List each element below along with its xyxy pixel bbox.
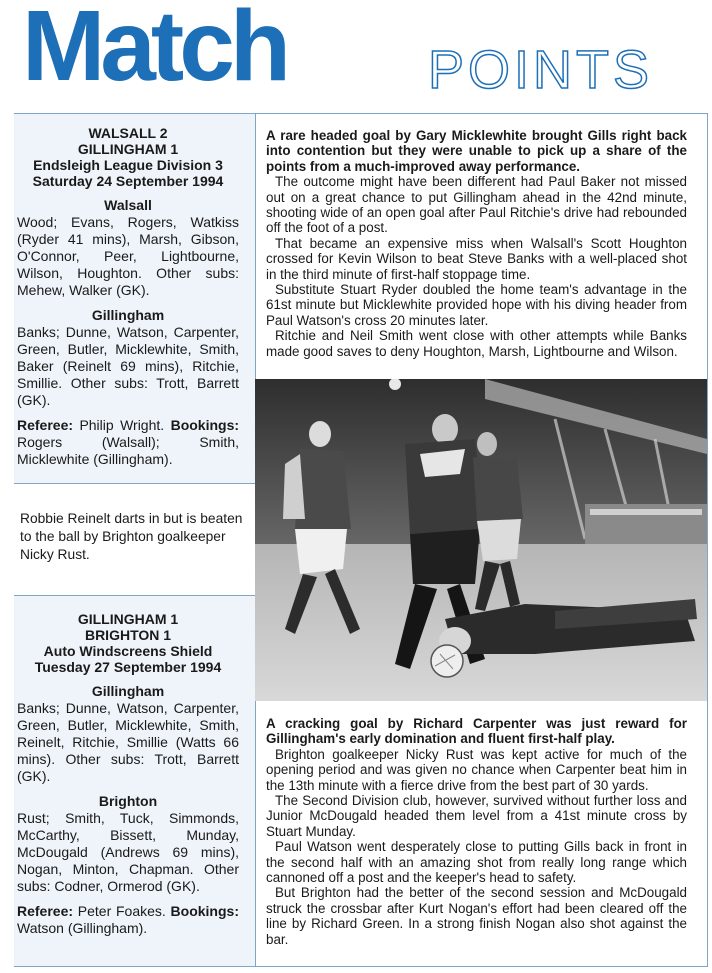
match2-line3: Auto Windscreens Shield bbox=[43, 643, 213, 659]
report-paragraph: A cracking goal by Richard Carpenter was just reward for Gillingham's early domination and fluent first-half play. bbox=[266, 716, 687, 747]
report-paragraph: But Brighton had the better of the second session and McDougald struck the crossbar after Kurt Nogan's effort had been cleared off the line by Richard Green. In a strong finish Nogan also shot against the bar. bbox=[266, 885, 687, 947]
match2-team1-lineup: Banks; Dunne, Watson, Carpenter, Green, Butler, Micklewhite, Smith, Reinelt, Ritchie, Smillie (Watts 66 mins). Other subs: Trott, Barrett (GK). bbox=[17, 700, 239, 784]
match1-line3: Endsleigh League Division 3 bbox=[33, 157, 223, 173]
match2-details bbox=[17, 611, 239, 937]
match2-team2-name: Brighton bbox=[98, 793, 158, 809]
match-photo bbox=[255, 379, 707, 701]
referee-label: Referee: bbox=[17, 903, 74, 919]
match1-report bbox=[266, 128, 687, 359]
match1-team2-lineup: Banks; Dunne, Watson, Carpenter, Green, Butler, Micklewhite, Smith, Baker (Reinelt 69 mins), Ritchie, Smillie. Other subs: Trott, Barrett (GK). bbox=[17, 324, 239, 408]
referee-name: Philip Wright. bbox=[79, 417, 165, 433]
match2-line4: Tuesday 27 September 1994 bbox=[34, 659, 222, 675]
match1-officials bbox=[17, 417, 239, 468]
match2-line2: BRIGHTON 1 bbox=[84, 627, 172, 643]
match2-line1: GILLINGHAM 1 bbox=[77, 611, 179, 627]
match1-team1-name: Walsall bbox=[104, 197, 152, 213]
match2-team1-name: Gillingham bbox=[91, 683, 165, 699]
photo-caption: Robbie Reinelt darts in but is beaten to the ball by Brighton goalkeeper Nicky Rust. bbox=[20, 511, 243, 562]
bookings-text: Rogers (Walsall); Smith, Micklewhite (Gillingham). bbox=[17, 434, 239, 467]
referee-label: Referee: bbox=[17, 417, 74, 433]
report-paragraph: The Second Division club, however, survived without further loss and Junior McDougald headed them level from a 41st minute cross by Stuart Munday. bbox=[266, 793, 687, 839]
match1-line1: WALSALL 2 bbox=[88, 125, 168, 141]
match1-team1-lineup: Wood; Evans, Rogers, Watkiss (Ryder 41 mins), Marsh, Gibson, O'Connor, Peer, Lightbourne, Wilson, Houghton. Other subs: Mehew, Walker (GK). bbox=[17, 214, 239, 298]
match1-line2: GILLINGHAM 1 bbox=[77, 141, 179, 157]
report-paragraph: A rare headed goal by Gary Micklewhite brought Gills right back into contention but they were unable to pick up a share of the points from a much-improved away performance. bbox=[266, 128, 687, 174]
match1-team2-name: Gillingham bbox=[91, 307, 165, 323]
match2-officials bbox=[17, 903, 239, 937]
bookings-text: Watson (Gillingham). bbox=[17, 920, 148, 936]
page-header bbox=[0, 0, 712, 108]
report-paragraph: Substitute Stuart Ryder doubled the home team's advantage in the 61st minute but Micklewhite provided hope with his diving header from Paul Watson's cross 20 minutes later. bbox=[266, 282, 687, 328]
report-paragraph: That became an expensive miss when Walsall's Scott Houghton crossed for Kevin Wilson to beat Steve Banks with a well-placed shot in the third minute of first-half stoppage time. bbox=[266, 235, 687, 282]
bookings-label: Bookings: bbox=[170, 903, 239, 919]
report-paragraph: Paul Watson went desperately close to putting Gills back in front in the second half with an amazing shot from really long range which cannoned off a post and the keeper's head to safety. bbox=[266, 839, 687, 886]
title-points: POINTS bbox=[428, 40, 654, 100]
bookings-label: Bookings: bbox=[170, 417, 240, 433]
report-paragraph: Ritchie and Neil Smith went close with other attempts while Banks made good saves to deny Houghton, Marsh, Lightbourne and Wilson. bbox=[266, 328, 687, 359]
match1-line4: Saturday 24 September 1994 bbox=[32, 173, 224, 189]
referee-name: Peter Foakes. bbox=[77, 903, 166, 919]
title-match: Match bbox=[22, 0, 286, 102]
match1-details bbox=[17, 125, 239, 468]
report-paragraph: Brighton goalkeeper Nicky Rust was kept active for much of the opening period and was given no chance when Carpenter beat him in the 13th minute with a fierce drive from the best part of 30 yards. bbox=[266, 746, 687, 793]
match2-report bbox=[266, 716, 687, 947]
match2-team2-lineup: Rust; Smith, Tuck, Simmonds, McCarthy, Bissett, Munday, McDougald (Andrews 69 mins), Nogan, Minton, Chapman. Other subs: Codner, Ormerod (GK). bbox=[17, 810, 239, 894]
report-paragraph: The outcome might have been different had Paul Baker not missed out on a great chance to put Gillingham ahead in the 42nd minute, shooting wide of an open goal after Paul Ritchie's drive had rebounded off the foot of a post. bbox=[266, 174, 687, 236]
